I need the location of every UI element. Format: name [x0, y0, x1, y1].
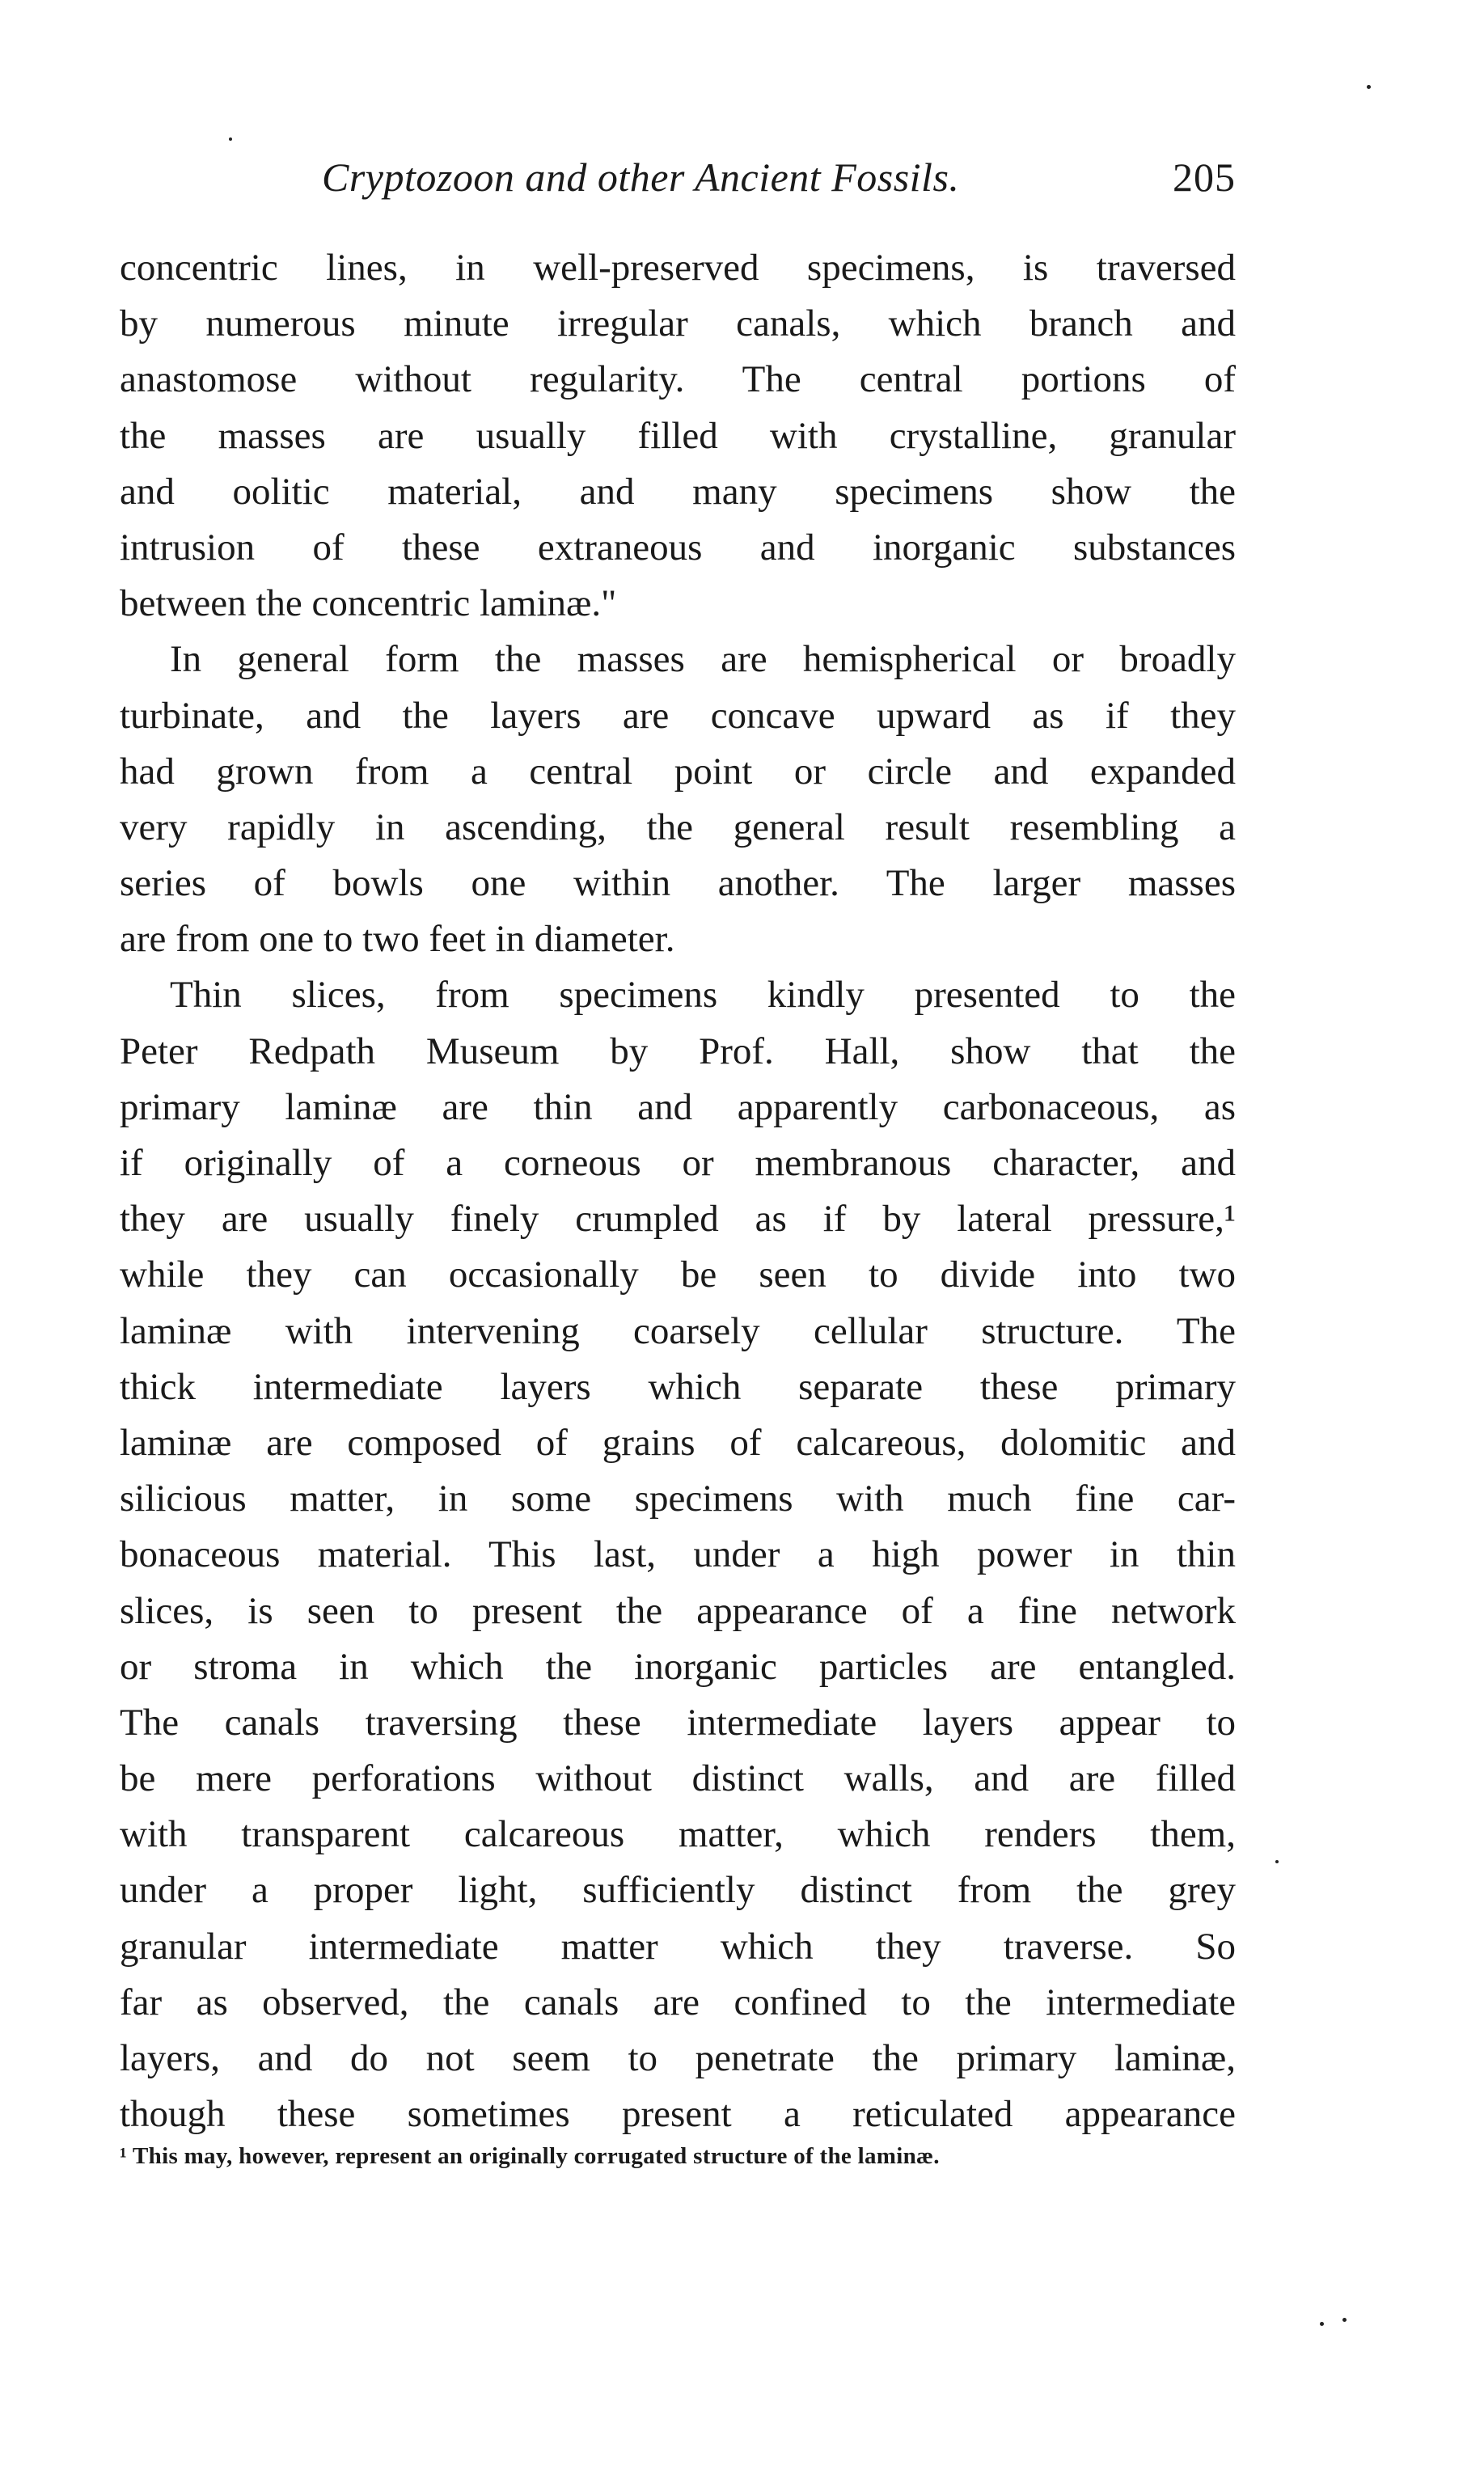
- text-line: while they can occasionally be seen to divide into two: [120, 1254, 1236, 1296]
- text-line: concentric lines, in well-preserved specimens, is traversed: [120, 247, 1236, 289]
- text-line: the masses are usually filled with crystalline, granular: [120, 414, 1236, 457]
- paragraph-3: [120, 967, 1236, 2142]
- text-line: primary laminæ are thin and apparently carbonaceous, as: [120, 1085, 1236, 1128]
- text-line: layers, and do not seem to penetrate the primary laminæ,: [120, 2037, 1236, 2079]
- text-line: series of bowls one within another. The larger masses: [120, 862, 1236, 905]
- text-line: be mere perforations without distinct walls, and are filled: [120, 1757, 1236, 1800]
- scan-speck: [1367, 85, 1371, 89]
- page-header: [120, 154, 1236, 218]
- text-line: laminæ are composed of grains of calcareous, dolomitic and: [120, 1421, 1236, 1464]
- text-line: granular intermediate matter which they traverse. So: [120, 1925, 1236, 1968]
- text-line: are from one to two feet in diameter.: [120, 918, 675, 961]
- text-line: they are usually finely crumpled as if by lateral pressure,¹: [120, 1198, 1236, 1241]
- paragraph-2: [120, 632, 1236, 967]
- text-line: anastomose without regularity. The central portions of: [120, 358, 1236, 401]
- text-line: though these sometimes present a reticulated appearance: [120, 2093, 1236, 2136]
- text-line: between the concentric laminæ.": [120, 582, 617, 625]
- text-line: and oolitic material, and many specimens show the: [120, 470, 1236, 513]
- text-line: The canals traversing these intermediate layers appear to: [120, 1701, 1236, 1744]
- running-title: Cryptozoon and other Ancient Fossils.: [322, 154, 960, 200]
- text-line: laminæ with intervening coarsely cellular structure. The: [120, 1309, 1236, 1352]
- text-line: if originally of a corneous or membranous character, and: [120, 1142, 1236, 1184]
- text-line: had grown from a central point or circle and expanded: [120, 750, 1236, 793]
- text-line: under a proper light, sufficiently distinct from the grey: [120, 1869, 1236, 1912]
- footnote: ¹ This may, however, represent an originally corrugated structure of the laminæ.: [120, 2143, 940, 2169]
- text-line: far as observed, the canals are confined to the intermediate: [120, 1981, 1236, 2023]
- text-line: by numerous minute irregular canals, which branch and: [120, 302, 1236, 345]
- scan-speck: [1342, 2318, 1347, 2322]
- scan-speck: [1275, 1860, 1279, 1863]
- text-line: very rapidly in ascending, the general result resembling a: [120, 805, 1236, 848]
- text-line: turbinate, and the layers are concave upward as if they: [120, 694, 1236, 737]
- text-line: silicious matter, in some specimens with much fine car-: [120, 1478, 1236, 1520]
- paragraph-1: [120, 240, 1236, 632]
- text-line: Thin slices, from specimens kindly presented to the: [170, 974, 1236, 1017]
- text-line: bonaceous material. This last, under a high power in thin: [120, 1533, 1236, 1576]
- text-line: or stroma in which the inorganic particles are entangled.: [120, 1645, 1236, 1688]
- text-line: slices, is seen to present the appearance of a fine network: [120, 1589, 1236, 1632]
- text-line: with transparent calcareous matter, which renders them,: [120, 1813, 1236, 1856]
- text-line: Peter Redpath Museum by Prof. Hall, show that the: [120, 1030, 1236, 1072]
- scan-speck: [1320, 2322, 1324, 2326]
- body-text: [120, 240, 1236, 2142]
- scan-speck: [229, 137, 232, 141]
- text-line: intrusion of these extraneous and inorganic substances: [120, 526, 1236, 569]
- text-line: thick intermediate layers which separate these primary: [120, 1365, 1236, 1408]
- page-number: 205: [1173, 154, 1236, 200]
- text-line: In general form the masses are hemispherical or broadly: [170, 638, 1236, 681]
